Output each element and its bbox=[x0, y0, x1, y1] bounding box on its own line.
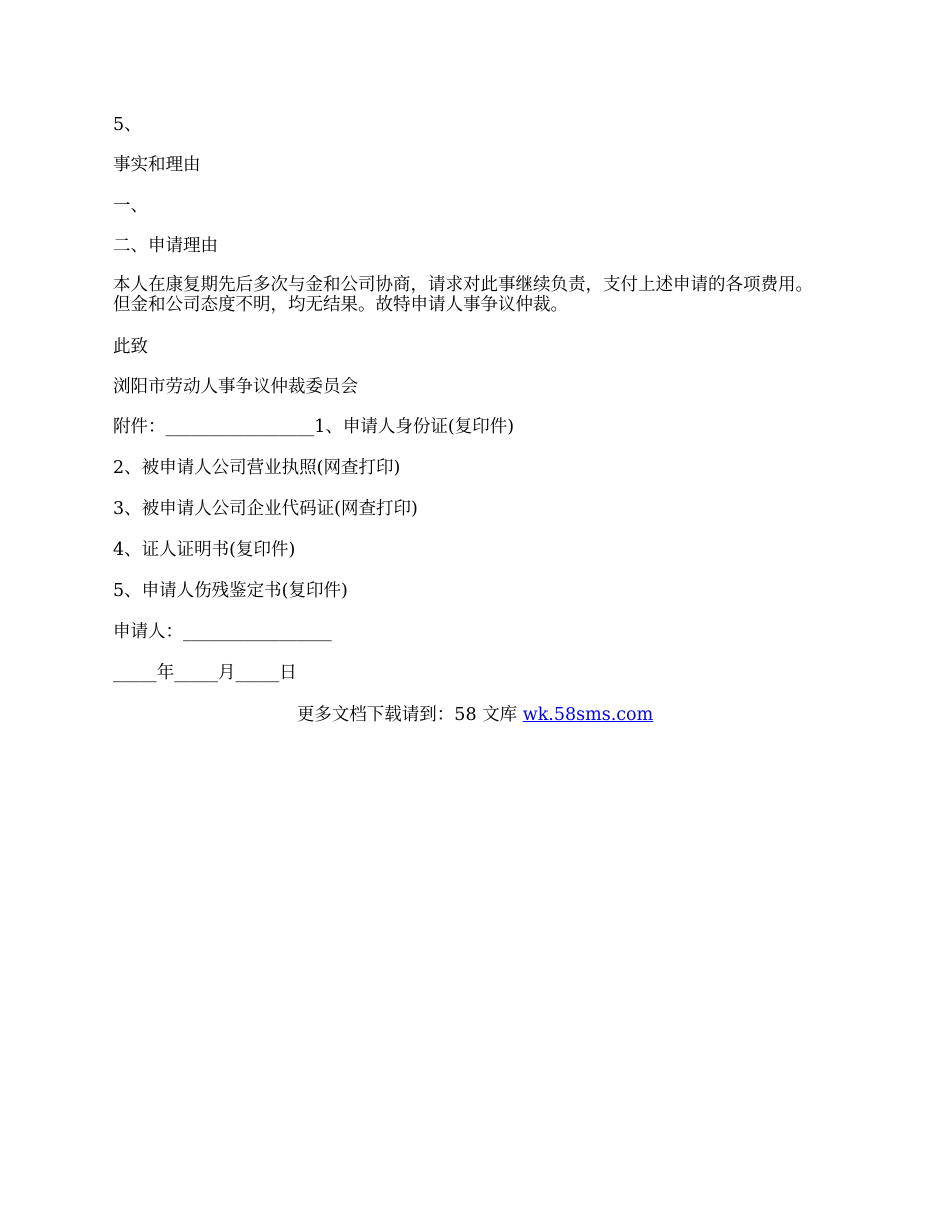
attachment-line-2: 2、被申请人公司营业执照(网查打印) bbox=[113, 458, 401, 478]
facts-heading: 事实和理由 bbox=[113, 155, 201, 175]
attachment-line-3: 3、被申请人公司企业代码证(网查打印) bbox=[113, 499, 418, 519]
section-one: 一、 bbox=[113, 196, 148, 216]
attachment-line-5: 5、申请人伤残鉴定书(复印件) bbox=[113, 581, 348, 601]
date-line: _____年_____月_____日 bbox=[113, 663, 297, 683]
section-two-heading: 二、申请理由 bbox=[113, 236, 218, 256]
recipient: 浏阳市劳动人事争议仲裁委员会 bbox=[113, 377, 358, 397]
footer-text: 更多文档下载请到：58 文库 bbox=[296, 705, 523, 725]
salutation: 此致 bbox=[113, 337, 148, 357]
footer bbox=[0, 705, 950, 725]
attachment-line-1: 附件：_________________1、申请人身份证(复印件) bbox=[113, 417, 515, 437]
reason-line-2: 但金和公司态度不明，均无结果。故特申请人事争议仲裁。 bbox=[113, 295, 568, 315]
reason-line-1: 本人在康复期先后多次与金和公司协商，请求对此事继续负责，支付上述申请的各项费用。 bbox=[113, 275, 813, 295]
applicant-signature-line: 申请人：_________________ bbox=[113, 622, 332, 642]
reason-paragraph bbox=[113, 275, 863, 315]
attachment-line-4: 4、证人证明书(复印件) bbox=[113, 540, 296, 560]
item-5-label: 5、 bbox=[113, 115, 142, 135]
footer-link[interactable]: wk.58sms.com bbox=[522, 705, 654, 725]
